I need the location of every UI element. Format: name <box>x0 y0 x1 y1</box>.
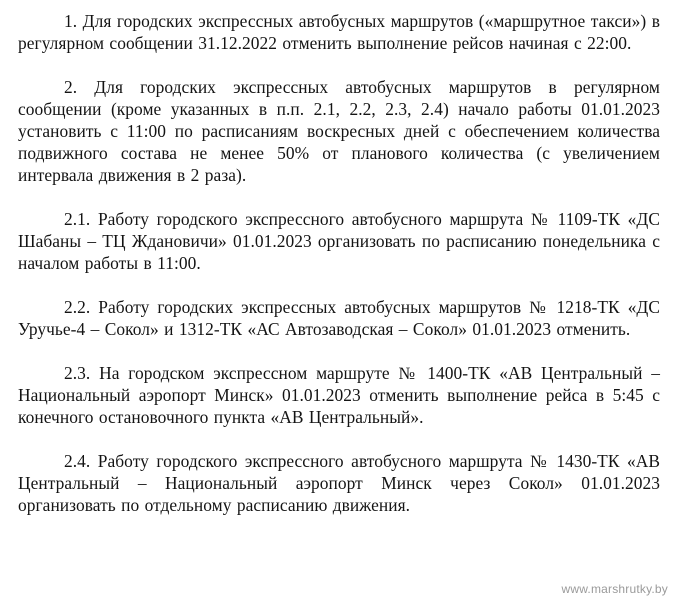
paragraph-1: 1. Для городских экспрессных автобусных маршрутов («маршрутное такси») в регулярном сообщении 31.12.2022 отменить выполнение рейсов начиная с 22:00. <box>18 11 660 53</box>
paragraph-2-3: 2.3. На городском экспрессном маршруте № 1400-ТК «АВ Центральный – Национальный аэропорт Минск» 01.01.2023 отменить выполнение рейса в 5:45 с конечного остановочного пункта «АВ Центральный». <box>18 363 660 427</box>
paragraph-2-1: 2.1. Работу городского экспрессного автобусного маршрута № 1109-ТК «ДС Шабаны – ТЦ Ждановичи» 01.01.2023 организовать по расписанию понедельника с началом работы в 11:00. <box>18 209 660 273</box>
document-body <box>18 10 660 516</box>
paragraph-2: 2. Для городских экспрессных автобусных маршрутов в регулярном сообщении (кроме указанных в п.п. 2.1, 2.2, 2.3, 2.4) начало работы 01.01.2023 установить с 11:00 по расписаниям воскресных дней с обеспечением количества подвижного состава не менее 50% от планового количества (с увеличением интервала движения в 2 раза). <box>18 77 660 185</box>
paragraph-2-4: 2.4. Работу городского экспрессного автобусного маршрута № 1430-ТК «АВ Центральный – Национальный аэропорт Минск через Сокол» 01.01.2023 организовать по отдельному расписанию движения. <box>18 451 660 515</box>
paragraph-2-2: 2.2. Работу городских экспрессных автобусных маршрутов № 1218-ТК «ДС Уручье-4 – Сокол» и 1312-ТК «АС Автозаводская – Сокол» 01.01.2023 отменить. <box>18 297 660 339</box>
site-watermark: www.marshrutky.by <box>561 582 668 596</box>
